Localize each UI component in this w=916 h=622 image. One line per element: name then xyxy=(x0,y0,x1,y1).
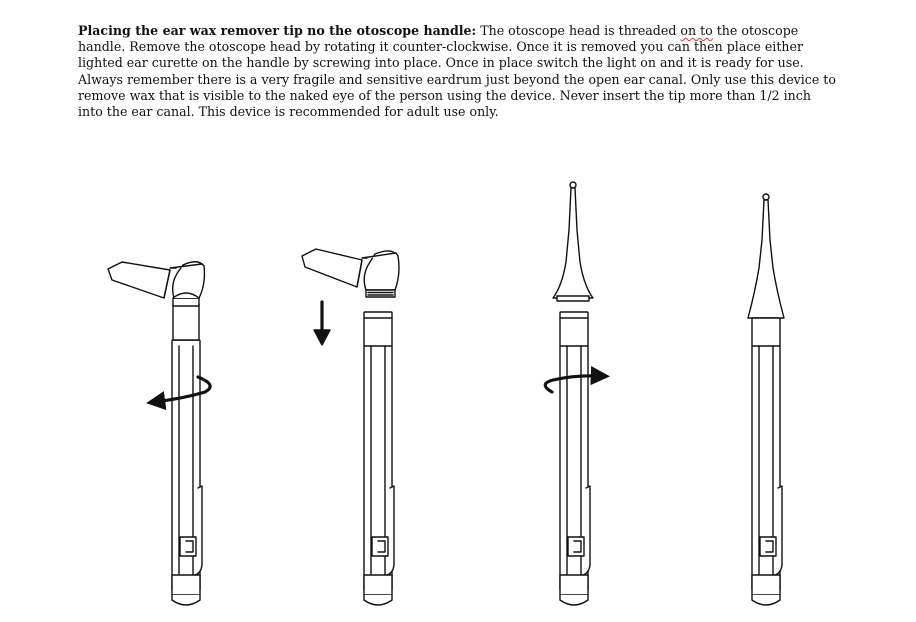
ear-curette-tip xyxy=(748,194,784,318)
ear-curette-tip xyxy=(553,182,593,301)
spellcheck-flagged-phrase: on to xyxy=(680,23,713,38)
otoscope-figure-3 xyxy=(545,182,601,605)
instructions-lead: Placing the ear wax remover tip no the otoscope handle: xyxy=(78,23,477,38)
otoscope-head xyxy=(108,262,204,298)
instructions-text-part1: The otoscope head is threaded xyxy=(476,23,681,38)
instructions-text-part2: the otoscope handle. Remove the otoscope head by rotating it counter-clockwise. Once it is removed you can then place either lighted ear curette on the handle by screwing into place. Once in place switch the light on and it is ready for use. Always remember there is a very fragile and sensitive eardrum just beyond the open ear canal. Only use this device to remove wax that is visible to the naked eye of the person using the device. Never insert the tip more than 1/2 inch into the ear canal. This device is recommended for adult use only. xyxy=(78,23,836,120)
otoscope-head xyxy=(302,249,399,297)
otoscope-figure-1 xyxy=(108,262,210,605)
otoscope-figure-2 xyxy=(302,249,399,605)
otoscope-figure-4 xyxy=(748,194,784,605)
down-arrow-icon xyxy=(314,302,330,345)
